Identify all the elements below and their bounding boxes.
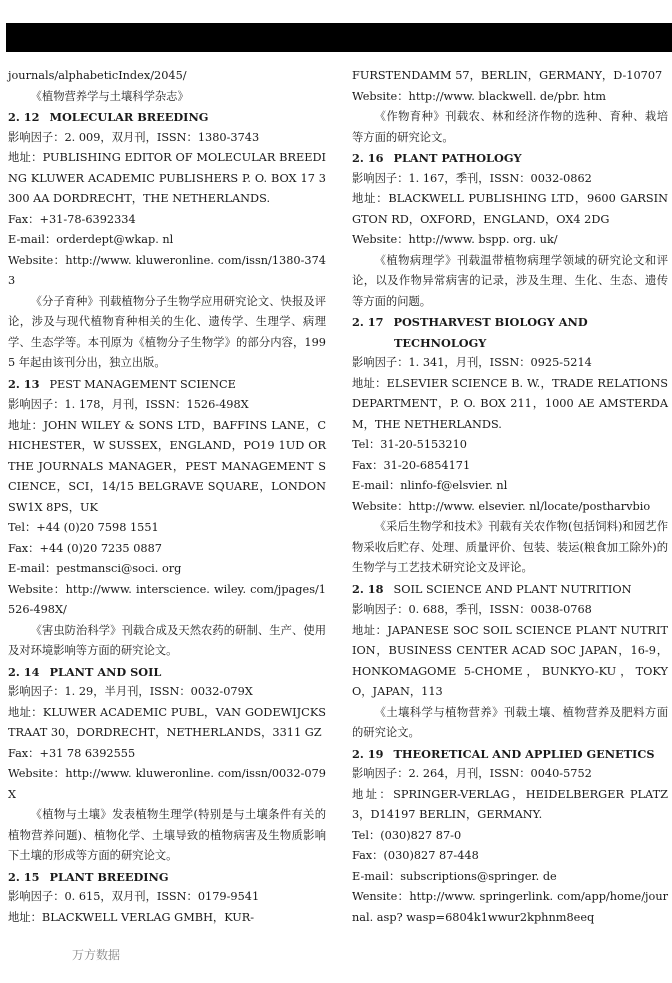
entry-number: 2. 15 (8, 869, 40, 884)
description: 《植物与土壤》发表植物生理学(特别是与土壤条件有关的植物营养问题)、植物化学、土壤导致的植物病害及生物质影响下土壤的形成等方面的研究论文。 (8, 808, 326, 862)
address: 地址：PUBLISHING EDITOR OF MOLECULAR BREEDING KLUWER ACADEMIC PUBLISHERS P. O. BOX 17 3300 AA DORDRECHT，THE NETHERLANDS. (8, 151, 326, 205)
impact-factor: 影响因子：2. 264，月刊，ISSN：0040-5752 (352, 767, 592, 780)
website: Website：http://www. kluweronline. com/issn/0032-079X (8, 767, 326, 801)
entry-heading (8, 867, 326, 888)
top-black-bar (6, 23, 672, 52)
impact-factor: 影响因子：0. 615，双月刊，ISSN：0179-9541 (8, 890, 260, 903)
entry-number: 2. 14 (8, 664, 40, 679)
address: 地址：JOHN WILEY & SONS LTD，BAFFINS LANE，CHICHESTER，W SUSSEX，ENGLAND，PO19 1UD OR THE JOURNALS MANAGER，PEST MANAGEMENT SCIENCE，SCI，14/15 BELGRAVE SQUARE，LONDON SW1X 8PS，UK (8, 418, 326, 514)
impact-factor: 影响因子：1. 167，季刊，ISSN：0032-0862 (352, 171, 592, 185)
entry-number: 2. 13 (8, 376, 40, 391)
website: Wensite：http://www. springerlink. com/app/home/journal. asp? wasp=6804k1wwur2kphnm8eeq (352, 890, 668, 924)
fax: Fax：+44 (0)20 7235 0887 (8, 541, 162, 555)
entry-title: POSTHARVEST BIOLOGY AND (393, 315, 588, 329)
left-column (8, 66, 326, 928)
telephone: Tel：+44 (0)20 7598 1551 (8, 521, 159, 534)
address: 地址：JAPANESE SOC SOIL SCIENCE PLANT NUTRITION，BUSINESS CENTER ACAD SOC JAPAN，16-9，HONKOMAGOME 5-CHOME，BUNKYO-KU，TOKYO，JAPAN，113 (352, 623, 668, 698)
fax: Fax：31-20-6854171 (352, 458, 471, 472)
impact-factor: 影响因子：0. 688，季刊，ISSN：0038-0768 (352, 603, 592, 616)
entry-2-12 (8, 107, 326, 374)
entry-heading (352, 744, 668, 765)
impact-factor: 影响因子：1. 29，半月刊，ISSN：0032-079X (8, 685, 253, 698)
entry-2-14 (8, 662, 326, 867)
fax: Fax：(030)827 87-448 (352, 849, 479, 862)
website: Website：http://www. blackwell. de/pbr. htm (352, 89, 606, 103)
fax: Fax：+31 78 6392555 (8, 746, 136, 760)
entry-title-line2: TECHNOLOGY (394, 335, 487, 350)
entry-2-16 (352, 148, 668, 312)
fax: Fax：+31-78-6392334 (8, 212, 136, 226)
right-column (352, 66, 668, 928)
watermark: 万方数据 (72, 948, 121, 962)
address: 地址：ELSEVIER SCIENCE B. W.，TRADE RELATIONS DEPARTMENT，P. O. BOX 211，1000 AE AMSTERDAM，THE NETHERLANDS. (352, 376, 668, 431)
description: 《植物病理学》刊载温带植物病理学领域的研究论文和评论，以及作物异常病害的记录，涉及生理、生化、生态、遗传等方面的问题。 (352, 253, 668, 308)
address: 地址：KLUWER ACADEMIC PUBL，VAN GODEWIJCKSTRAAT 30，DORDRECHT，NETHERLANDS，3311 GZ (8, 705, 326, 739)
impact-factor: 影响因子：1. 341，月刊，ISSN：0925-5214 (352, 356, 592, 369)
description: 《分子育种》刊载植物分子生物学应用研究论文、快报及评论，涉及与现代植物育种相关的生化、遗传学、生理学、病理学、生态学等。本刊原为《植物分子生物学》的部分内容，1995 年起由该刊分出，独立出版。 (8, 294, 326, 369)
telephone: Tel：(030)827 87-0 (352, 828, 462, 842)
telephone: Tel：31-20-5153210 (352, 438, 467, 451)
entry-heading (8, 662, 326, 683)
entry-heading (352, 579, 668, 601)
entry-number: 2. 18 (352, 581, 384, 596)
description: 《土壤科学与植物营养》刊载土壤、植物营养及肥料方面的研究论文。 (352, 705, 668, 739)
website: Website：http://www. elsevier. nl/locate/postharvbio (352, 499, 651, 513)
entry-heading (8, 374, 326, 396)
impact-factor: 影响因子：2. 009，双月刊，ISSN：1380-3743 (8, 130, 260, 144)
address: 地址：BLACKWELL PUBLISHING LTD，9600 GARSINGTON RD，OXFORD，ENGLAND，OX4 2DG (352, 192, 668, 226)
entry-number: 2. 19 (352, 746, 384, 761)
entry-heading (352, 148, 668, 169)
entry-number: 2. 12 (8, 110, 40, 124)
entry-title: PLANT PATHOLOGY (393, 151, 522, 165)
entry-2-15 (8, 867, 326, 929)
entry-2-18 (352, 579, 668, 744)
entry-title: PLANT AND SOIL (49, 664, 162, 679)
description: 《采后生物学和技术》刊载有关农作物(包括饲料)和园艺作物采收后贮存、处理、质量评价、包装、装运(粮食加工除外)的生物学与工艺技术研究论文及评论。 (352, 520, 668, 574)
address-continuation: FURSTENDAMM 57，BERLIN，GERMANY，D-10707 (352, 69, 663, 82)
entry-title: PLANT BREEDING (49, 869, 169, 884)
website: Website：http://www. interscience. wiley. com/jpages/1526-498X/ (8, 582, 326, 616)
email: E-mail：orderdept@wkap. nl (8, 233, 174, 246)
entry-number: 2. 16 (352, 151, 384, 165)
entry-heading (8, 107, 326, 128)
description: 《作物育种》刊载农、林和经济作物的选种、育种、栽培等方面的研究论文。 (352, 110, 668, 144)
website: Website：http://www. bspp. org. uk/ (352, 233, 558, 246)
entry-2-19 (352, 744, 668, 929)
email: E-mail：subscriptions@springer. de (352, 869, 557, 883)
entry-title: MOLECULAR BREEDING (49, 110, 209, 124)
entry-heading (352, 312, 668, 333)
entry-number: 2. 17 (352, 315, 384, 329)
website: Website：http://www. kluweronline. com/issn/1380-3743 (8, 253, 326, 287)
impact-factor: 影响因子：1. 178，月刊，ISSN：1526-498X (8, 398, 249, 411)
address: 地址：SPRINGER-VERLAG，HEIDELBERGER PLATZ 3，D14197 BERLIN，GERMANY. (352, 787, 668, 821)
journal-chinese-name: 《植物营养学与土壤科学杂志》 (30, 89, 189, 103)
entry-2-13 (8, 374, 326, 662)
address: 地址：BLACKWELL VERLAG GMBH，KUR- (8, 910, 255, 924)
entry-title: THEORETICAL AND APPLIED GENETICS (393, 746, 655, 761)
description: 《害虫防治科学》刊载合成及天然农药的研制、生产、使用及对环境影响等方面的研究论文。 (8, 623, 326, 657)
email: E-mail：nlinfo-f@elsvier. nl (352, 479, 508, 492)
url-continuation: journals/alphabeticIndex/2045/ (8, 69, 187, 82)
entry-title: PEST MANAGEMENT SCIENCE (49, 377, 236, 391)
email: E-mail：pestmansci@soci. org (8, 562, 182, 575)
entry-2-17 (352, 312, 668, 579)
entry-title: SOIL SCIENCE AND PLANT NUTRITION (393, 582, 632, 596)
